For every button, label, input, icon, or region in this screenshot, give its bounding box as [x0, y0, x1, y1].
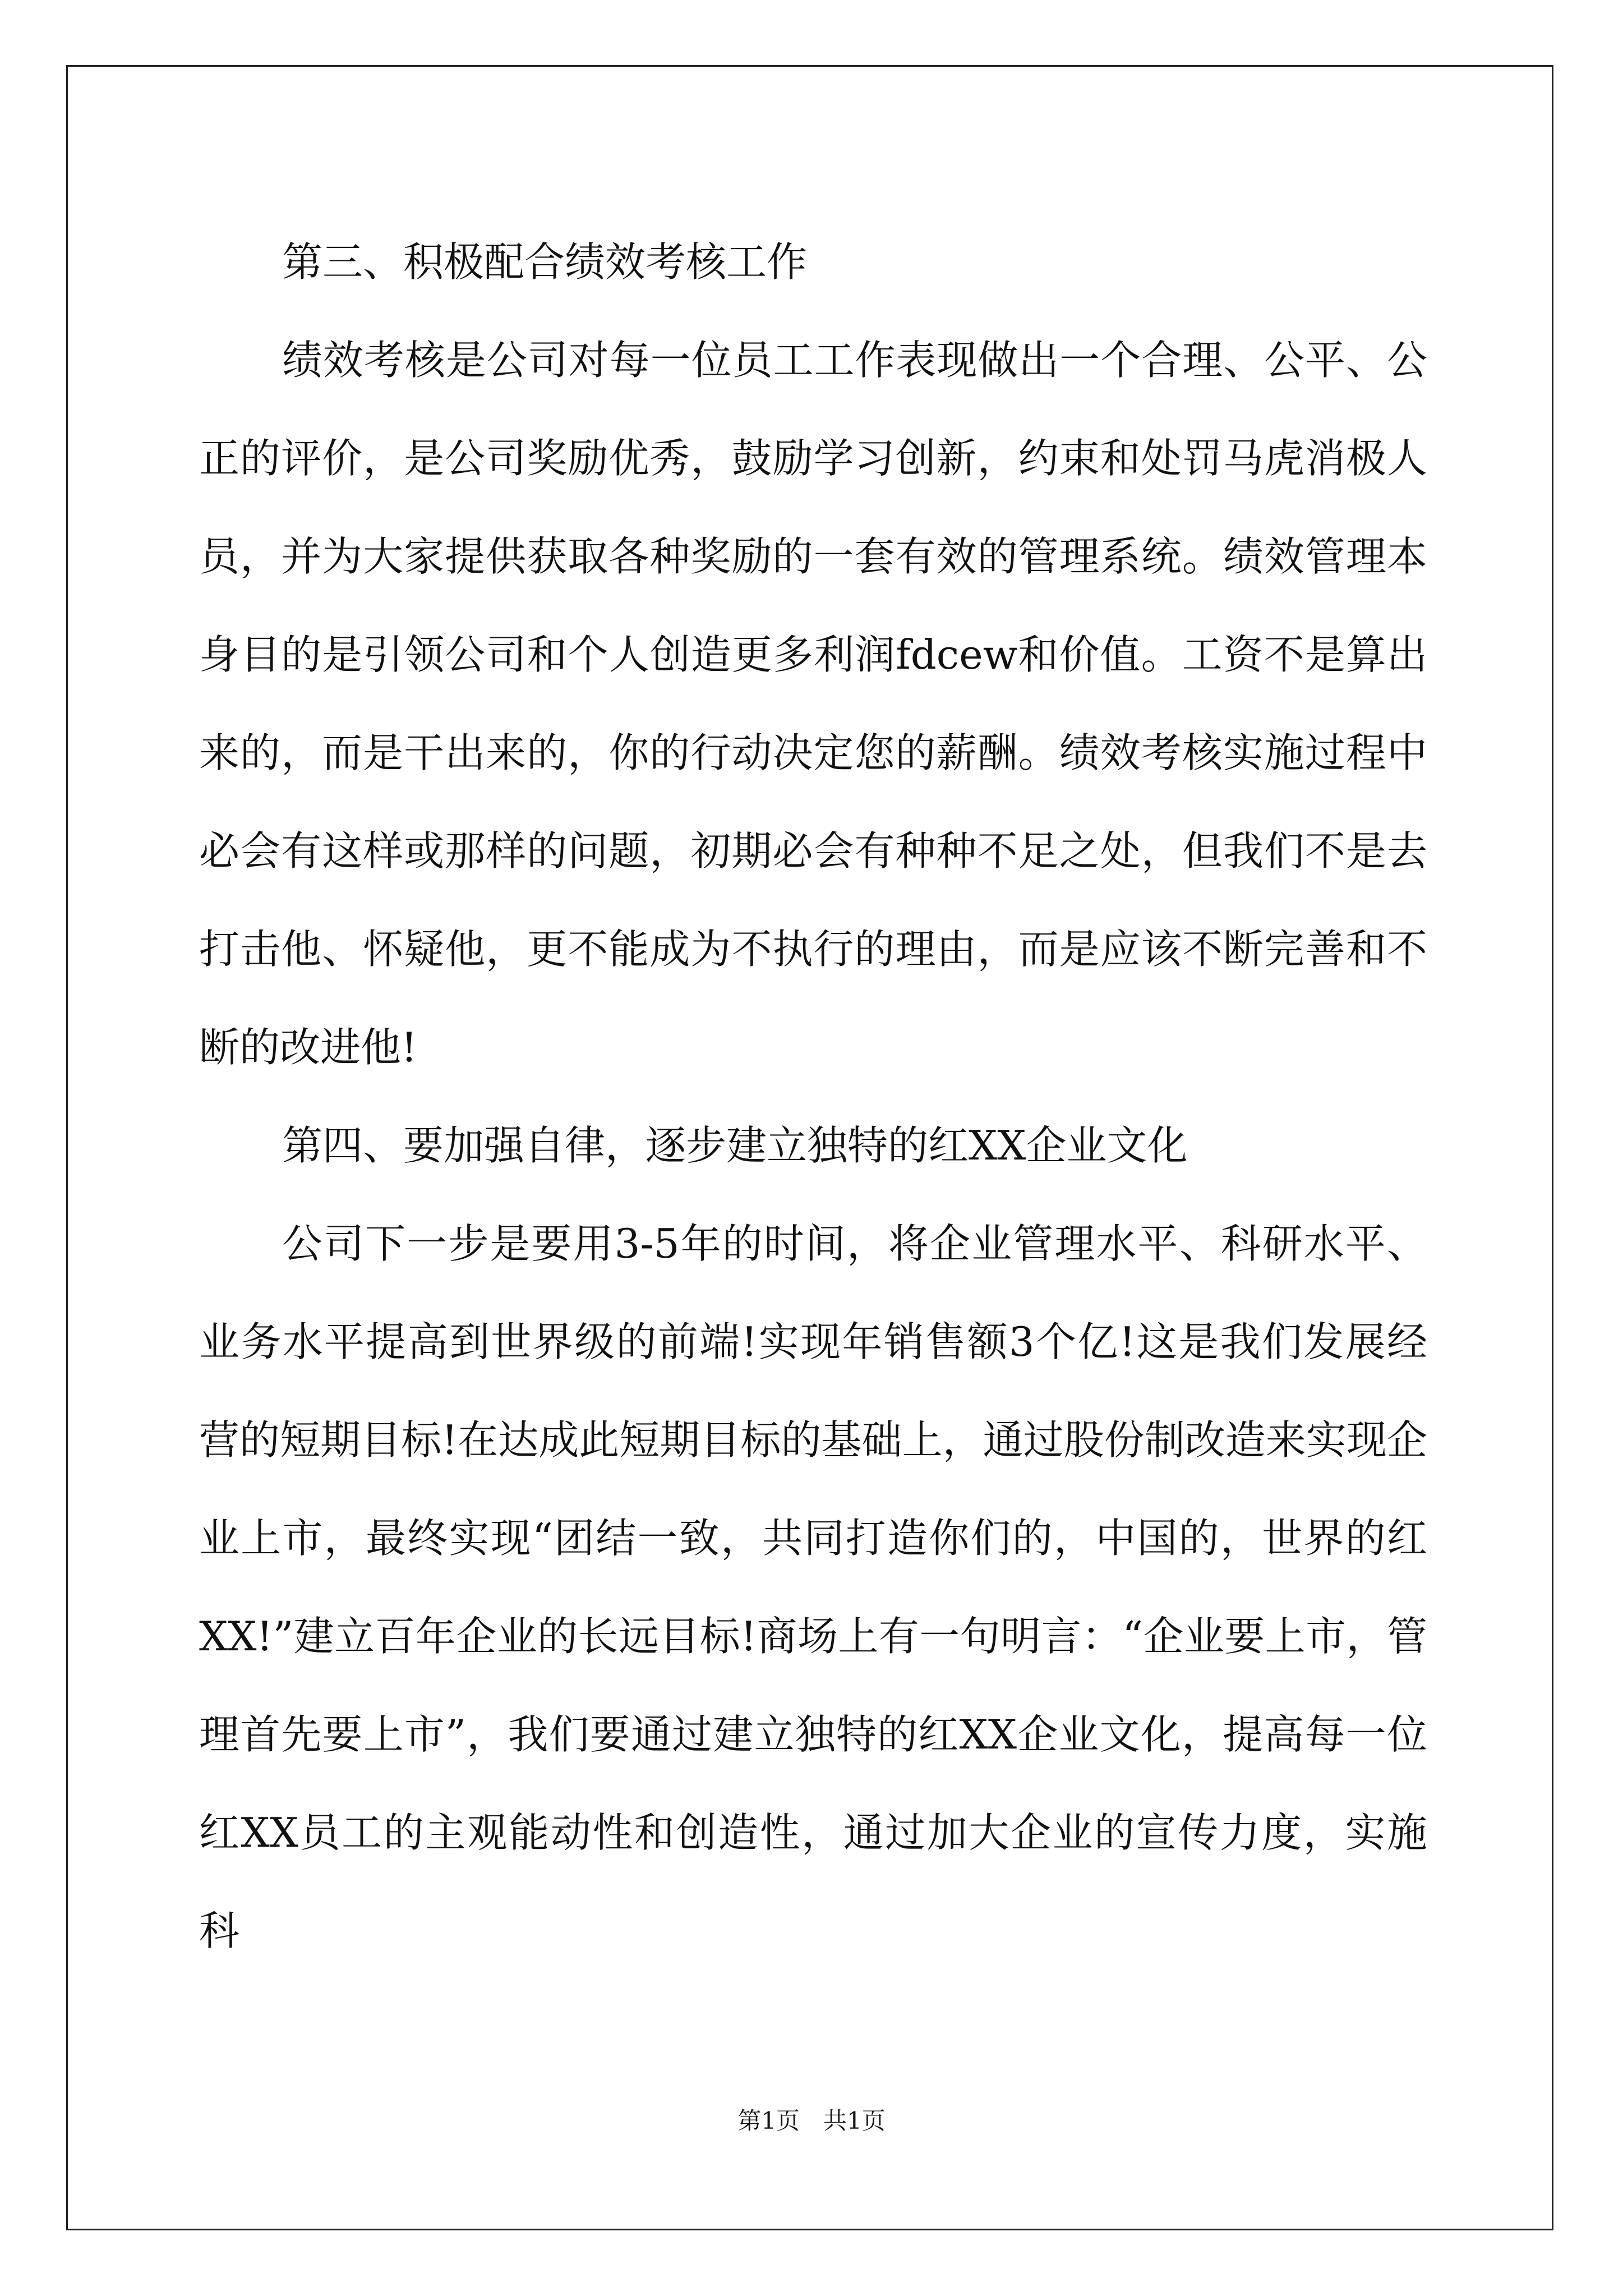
page-footer: 第1页 共1页	[737, 2107, 886, 2134]
section-heading-4: 第四、要加强自律，逐步建立独特的红XX企业文化	[282, 1122, 1188, 1169]
paragraph-performance: 绩效考核是公司对每一位员工工作表现做出一个合理、公平、公正的评价，是公司奖励优秀，鼓励学习创新，约束和处罚马虎消极人员，并为大家提供获取各种奖励的一套有效的管理系统。绩效管理本身目的是引领公司和个人创造更多利润fdcew和价值。工资不是算出来的，而是干出来的，你的行动决定您的薪酬。绩效考核实施过程中必会有这样或那样的问题，初期必会有种种不足之处，但我们不是去打击他、怀疑他，更不能成为不执行的理由，而是应该不断完善和不断的改进他!	[199, 337, 1427, 1071]
paragraph-company-goals: 公司下一步是要用3-5年的时间，将企业管理水平、科研水平、业务水平提高到世界级的前端!实现年销售额3个亿!这是我们发展经营的短期目标!在达成此短期目标的基础上，通过股份制改造来实现企业上市，最终实现“团结一致，共同打造你们的，中国的，世界的红XX!”建立百年企业的长远目标!商场上有一句明言：“企业要上市，管理首先要上市”，我们要通过建立独特的红XX企业文化，提高每一位红XX员工的主观能动性和创造性，通过加大企业的宣传力度，实施科	[199, 1220, 1427, 1954]
section-heading-3: 第三、积极配合绩效考核工作	[282, 238, 808, 286]
document-body	[199, 213, 1427, 1980]
